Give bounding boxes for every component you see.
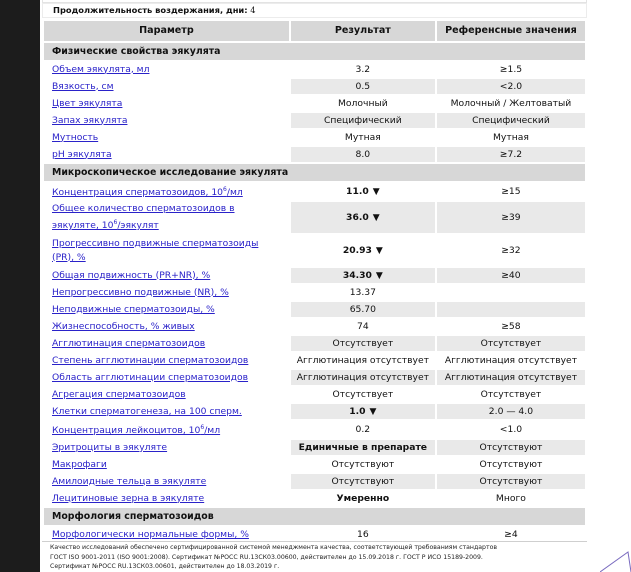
table-row (44, 440, 585, 455)
result-cell (291, 353, 435, 368)
param-text: Неподвижные сперматозоиды, % (52, 303, 215, 315)
result-value: Отсутствует (332, 337, 394, 349)
reference-cell: Много (495, 492, 526, 504)
below-normal-arrow-icon: ▼ (372, 186, 380, 197)
param-link[interactable] (52, 459, 107, 470)
table-row (44, 268, 585, 283)
result-value: Умеренно (336, 492, 390, 504)
result-cell (291, 183, 435, 200)
param-cell (44, 387, 289, 402)
result-cell (291, 421, 435, 438)
result-value: 13.37 (349, 286, 376, 298)
param-text: Эритроциты в эякуляте (52, 441, 168, 453)
table-row (44, 387, 585, 402)
param-link[interactable] (52, 98, 122, 109)
param-link[interactable] (52, 203, 235, 231)
table-row (44, 421, 585, 438)
reference-cell: <1.0 (499, 423, 523, 435)
reference-cell: ≥40 (437, 268, 585, 283)
param-cell (44, 130, 289, 145)
param-text: Непрогрессивно подвижные (NR), % (52, 286, 229, 298)
param-cell (44, 353, 289, 368)
param-text: pH эякулята (52, 148, 112, 160)
result-value: Отсутствуют (331, 458, 395, 470)
reference-cell: ≥39 (437, 202, 585, 233)
reference-cell: ≥4 (504, 528, 518, 540)
param-cell (44, 235, 289, 266)
table-header-row (44, 21, 585, 41)
param-text: Амилоидные тельца в эякуляте (52, 475, 207, 487)
result-value: 65.70 (349, 303, 376, 315)
table-row (44, 336, 585, 351)
param-link[interactable] (52, 442, 167, 453)
below-normal-arrow-icon: ▼ (372, 212, 380, 223)
param-superscript: 6 (200, 424, 205, 432)
footer-divider (42, 541, 587, 542)
result-cell (291, 457, 435, 472)
footer-line-2: ГОСТ ISO 9001-2011 (ISO 9001:2008). Сертификат №РОСС RU.13СК03.00600, действителен до 15.09.2018 г. ГОСТ Р ИСО 15189-2009. (50, 553, 483, 561)
result-value: 11.0 (346, 185, 369, 197)
table-row (44, 79, 585, 94)
param-cell (44, 62, 289, 77)
result-cell (291, 62, 435, 77)
result-cell (291, 474, 435, 489)
footer-line-3: Сертификат №РОСС RU.13СК03.00601, действителен до 18.03.2019 г. (50, 563, 280, 570)
param-cell (44, 302, 289, 317)
param-link[interactable] (52, 149, 112, 160)
table-row (44, 319, 585, 334)
param-superscript: 6 (223, 186, 227, 193)
result-cell (291, 79, 435, 94)
param-link[interactable] (52, 287, 229, 298)
param-cell (44, 527, 289, 542)
param-text: Агрегация сперматозоидов (52, 388, 186, 400)
reference-cell: Молочный / Желтоватый (450, 97, 572, 109)
param-cell (44, 336, 289, 351)
param-text: Мутность (52, 131, 99, 143)
result-value: Отсутствуют (331, 475, 395, 487)
result-value: Агглютинация отсутствует (296, 371, 429, 383)
certification-footer (50, 543, 590, 572)
table-row (44, 183, 585, 200)
table-row (44, 491, 585, 506)
section-header-row (44, 164, 585, 181)
param-text: Общая подвижность (PR+NR), % (52, 269, 211, 281)
reference-cell: Отсутствует (437, 336, 585, 351)
result-cell (291, 202, 435, 233)
param-suffix: /мл (226, 187, 243, 199)
param-text: Общее количество сперматозоидов в (52, 203, 235, 215)
table-row (44, 474, 585, 489)
result-value: Мутная (344, 131, 381, 143)
result-cell (291, 440, 435, 455)
reference-cell: Отсутствуют (479, 458, 543, 470)
param-text-line2: (PR), % (52, 251, 86, 263)
section-header-row (44, 43, 585, 60)
param-text: Концентрация лейкоцитов, 10 (52, 425, 201, 437)
param-link[interactable] (52, 321, 195, 332)
header-reference: Референсные значения (437, 21, 585, 41)
param-cell (44, 147, 289, 162)
param-text: Объем эякулята, мл (52, 63, 150, 75)
semen-analysis-table (42, 19, 587, 544)
param-text: Агглютинация сперматозоидов (52, 337, 206, 349)
param-link[interactable] (52, 81, 114, 92)
stamp-triangle-icon (600, 551, 631, 572)
param-cell (44, 404, 289, 419)
reference-cell: ≥15 (501, 185, 521, 197)
table-row (44, 457, 585, 472)
param-text: Морфологически нормальные формы, % (52, 528, 249, 540)
param-link[interactable] (52, 338, 205, 349)
result-value: 20.93 (342, 244, 372, 256)
section-title: Морфология сперматозоидов (44, 508, 585, 525)
header-result: Результат (291, 21, 435, 41)
param-text: Вязкость, см (52, 80, 114, 92)
table-row (44, 113, 585, 128)
param-link[interactable] (52, 238, 258, 263)
report-page (40, 0, 631, 572)
param-cell (44, 319, 289, 334)
result-value: 0.2 (355, 423, 371, 435)
param-link[interactable] (52, 132, 98, 143)
param-text-line2: эякуляте, 10 (52, 220, 114, 232)
result-cell (291, 387, 435, 402)
param-text: Макрофаги (52, 458, 107, 470)
param-text: Цвет эякулята (52, 97, 123, 109)
result-cell (291, 370, 435, 385)
param-link[interactable] (52, 425, 220, 436)
param-text: Жизнеспособность, % живых (52, 320, 195, 332)
reference-cell: <2.0 (437, 79, 585, 94)
table-row (44, 370, 585, 385)
abstinence-label: Продолжительность воздержания, дни: (53, 5, 248, 15)
param-superscript: 6 (113, 219, 118, 227)
section-header-row (44, 508, 585, 525)
result-value: 8.0 (355, 148, 371, 160)
reference-cell: ≥1.5 (499, 63, 523, 75)
param-suffix: /мл (204, 425, 221, 437)
result-value: 16 (356, 528, 369, 540)
table-row (44, 404, 585, 419)
table-row (44, 96, 585, 111)
table-row (44, 202, 585, 233)
result-cell (291, 113, 435, 128)
reference-cell (437, 302, 585, 317)
result-value: 36.0 (346, 211, 369, 223)
table-row (44, 527, 585, 542)
param-cell (44, 202, 289, 233)
param-text: Концентрация сперматозоидов, 10 (52, 187, 224, 199)
param-link[interactable] (52, 270, 210, 281)
param-cell (44, 491, 289, 506)
param-link[interactable] (52, 493, 204, 504)
result-value: 1.0 (349, 405, 366, 417)
result-cell (291, 527, 435, 542)
result-value: Агглютинация отсутствует (296, 354, 429, 366)
reference-cell: ≥58 (501, 320, 521, 332)
table-row (44, 285, 585, 300)
result-cell (291, 268, 435, 283)
param-cell (44, 285, 289, 300)
table-row (44, 130, 585, 145)
abstinence-info (42, 3, 587, 18)
result-cell (291, 147, 435, 162)
param-link[interactable] (52, 476, 206, 487)
param-cell (44, 96, 289, 111)
param-link[interactable] (52, 115, 127, 126)
param-cell (44, 474, 289, 489)
param-link[interactable] (52, 64, 149, 75)
reference-cell: Агглютинация отсутствует (444, 354, 578, 366)
param-link[interactable] (52, 304, 215, 315)
param-cell (44, 268, 289, 283)
result-cell (291, 130, 435, 145)
reference-cell: 2.0 — 4.0 (437, 404, 585, 419)
param-text: Лецитиновые зерна в эякуляте (52, 492, 205, 504)
result-value: Молочный (337, 97, 388, 109)
result-value: 34.30 (342, 269, 372, 281)
param-text: Запах эякулята (52, 114, 128, 126)
reference-cell: Агглютинация отсутствует (437, 370, 585, 385)
header-param: Параметр (44, 21, 289, 41)
param-cell (44, 113, 289, 128)
left-dark-margin (0, 0, 40, 572)
footer-line-1: Качество исследований обеспечено сертифицированной системой менеджмента качества, соответствующей требованиям стандартов (50, 544, 498, 551)
result-value: 3.2 (355, 63, 371, 75)
reference-cell (437, 285, 585, 300)
table-row (44, 147, 585, 162)
param-cell (44, 440, 289, 455)
below-normal-arrow-icon: ▼ (369, 406, 377, 417)
table-row (44, 235, 585, 266)
section-title: Физические свойства эякулята (44, 43, 585, 60)
abstinence-value: 4 (250, 5, 256, 15)
param-link[interactable] (52, 529, 249, 540)
param-suffix: /эякулят (117, 220, 159, 232)
reference-cell: Отсутствует (480, 388, 542, 400)
param-cell (44, 421, 289, 438)
param-cell (44, 457, 289, 472)
table-row (44, 62, 585, 77)
result-cell (291, 302, 435, 317)
below-normal-arrow-icon: ▼ (375, 270, 383, 281)
reference-cell: Мутная (492, 131, 529, 143)
param-cell (44, 370, 289, 385)
result-cell (291, 336, 435, 351)
result-cell (291, 235, 435, 266)
result-cell (291, 285, 435, 300)
param-text: Клетки сперматогенеза, на 100 сперм. (52, 405, 242, 417)
reference-cell: ≥7.2 (437, 147, 585, 162)
param-link[interactable] (52, 389, 186, 400)
result-value: Специфический (323, 114, 402, 126)
reference-cell: Отсутствуют (437, 474, 585, 489)
result-cell (291, 319, 435, 334)
table-row (44, 302, 585, 317)
param-link[interactable] (52, 406, 242, 417)
result-cell (291, 491, 435, 506)
param-text: Область агглютинации сперматозоидов (52, 371, 249, 383)
param-link[interactable] (52, 187, 243, 198)
param-link[interactable] (52, 355, 248, 366)
result-value: Отсутствует (332, 388, 394, 400)
param-cell (44, 79, 289, 94)
param-link[interactable] (52, 372, 248, 383)
result-value: 74 (356, 320, 369, 332)
reference-cell: Отсутствуют (437, 440, 585, 455)
param-text: Степень агглютинации сперматозоидов (52, 354, 249, 366)
param-cell (44, 183, 289, 200)
result-cell (291, 404, 435, 419)
table-row (44, 353, 585, 368)
section-title: Микроскопическое исследование эякулята (44, 164, 585, 181)
result-value: 0.5 (355, 80, 371, 92)
below-normal-arrow-icon: ▼ (375, 245, 383, 256)
result-value: Единичные в препарате (298, 441, 428, 453)
reference-cell: Специфический (437, 113, 585, 128)
result-cell (291, 96, 435, 111)
reference-cell: ≥32 (501, 244, 521, 256)
param-text: Прогрессивно подвижные сперматозоиды (52, 237, 259, 249)
